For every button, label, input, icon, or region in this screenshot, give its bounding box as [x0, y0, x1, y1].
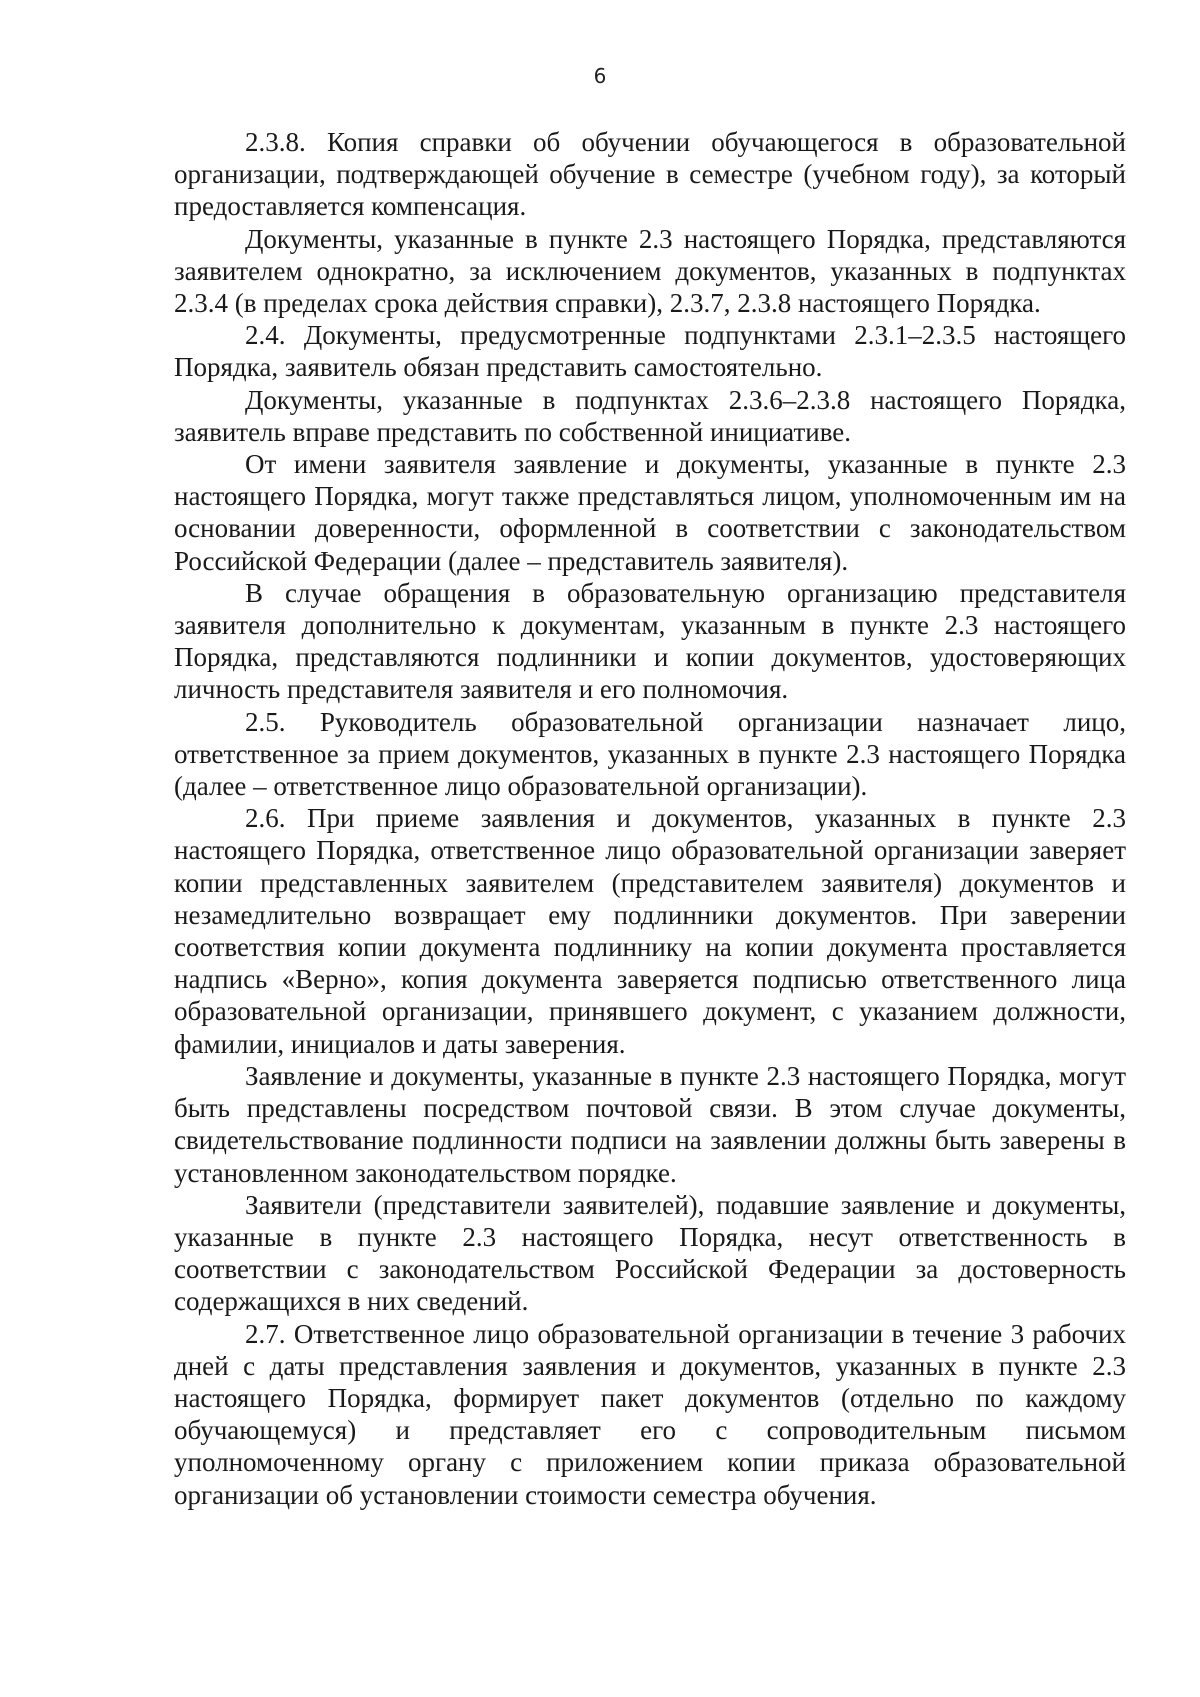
- paragraph-documents-once: Документы, указанные в пункте 2.3 настоящего Порядка, представляются заявителем однократно, за исключением документов, указанных в подпунктах 2.3.4 (в пределах срока действия справки), 2.3.7, 2.3.8 настоящего Порядка.: [174, 223, 1126, 319]
- paragraph-representative-documents: В случае обращения в образовательную организацию представителя заявителя дополнительно к документам, указанным в пункте 2.3 настоящего Порядка, представляются подлинники и копии документов, удостоверяющих личность представителя заявителя и его полномочия.: [174, 577, 1126, 705]
- paragraph-postal: Заявление и документы, указанные в пункте 2.3 настоящего Порядка, могут быть представлены посредством почтовой связи. В этом случае документы, свидетельствование подлинности подписи на заявлении должны быть заверены в установленном законодательством порядке.: [174, 1060, 1126, 1188]
- paragraph-responsibility: Заявители (представители заявителей), подавшие заявление и документы, указанные в пункте 2.3 настоящего Порядка, несут ответственность в соответствии с законодательством Российской Федерации за достоверность содержащихся в них сведений.: [174, 1189, 1126, 1317]
- paragraph-representative: От имени заявителя заявление и документы, указанные в пункте 2.3 настоящего Порядка, могут также представляться лицом, уполномоченным им на основании доверенности, оформленной в соответствии с законодательством Российской Федерации (далее – представитель заявителя).: [174, 449, 1126, 576]
- document-body: [174, 126, 1126, 1511]
- paragraph-2-5: 2.5. Руководитель образовательной организации назначает лицо, ответственное за прием документов, указанных в пункте 2.3 настоящего Порядка (далее – ответственное лицо образовательной организации).: [174, 706, 1126, 802]
- paragraph-2-4: 2.4. Документы, предусмотренные подпунктами 2.3.1–2.3.5 настоящего Порядка, заявитель обязан представить самостоятельно.: [174, 320, 1126, 383]
- page-number: 6: [593, 64, 607, 88]
- paragraph-2-3-8: 2.3.8. Копия справки об обучении обучающегося в образовательной организации, подтверждающей обучение в семестре (учебном году), за который предоставляется компенсация.: [174, 127, 1126, 222]
- paragraph-own-initiative: Документы, указанные в подпунктах 2.3.6–2.3.8 настоящего Порядка, заявитель вправе представить по собственной инициативе.: [174, 384, 1126, 447]
- paragraph-2-6: 2.6. При приеме заявления и документов, указанных в пункте 2.3 настоящего Порядка, ответственное лицо образовательной организации заверяет копии представленных заявителем (представителем заявителя) документов и незамедлительно возвращает ему подлинники документов. При заверении соответствия копии документа подлиннику на копии документа проставляется надпись «Верно», копия документа заверяется подписью ответственного лица образовательной организации, принявшего документ, с указанием должности, фамилии, инициалов и даты заверения.: [174, 803, 1126, 1059]
- paragraph-2-7: 2.7. Ответственное лицо образовательной организации в течение 3 рабочих дней с даты представления заявления и документов, указанных в пункте 2.3 настоящего Порядка, формирует пакет документов (отдельно по каждому обучающемуся) и представляет его с сопроводительным письмом уполномоченному органу с приложением копии приказа образовательной организации об установлении стоимости семестра обучения.: [174, 1318, 1126, 1510]
